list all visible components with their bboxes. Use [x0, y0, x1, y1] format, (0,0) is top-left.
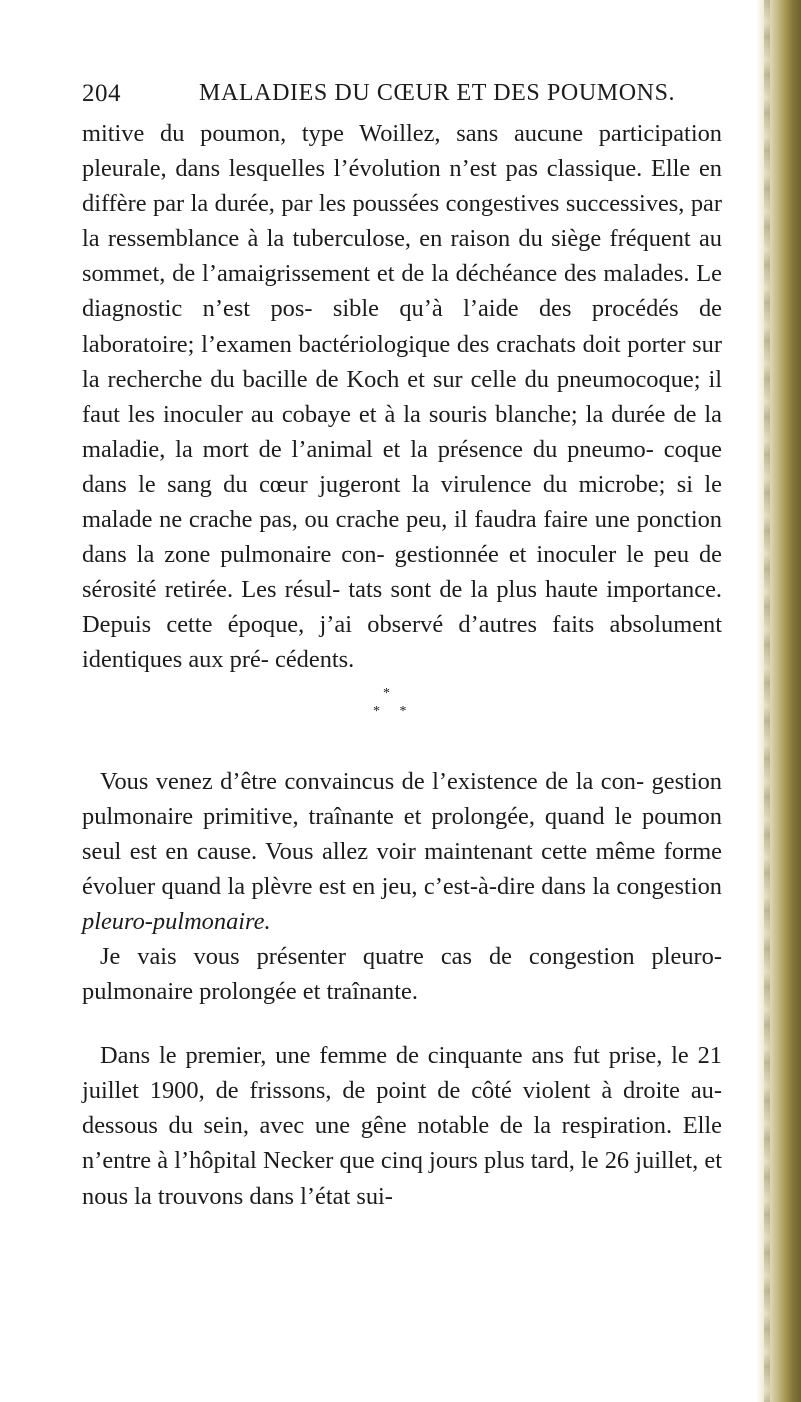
page-edge-shadow: [756, 0, 801, 1402]
section-separator: [82, 678, 722, 764]
paragraph-congestion: [82, 764, 722, 939]
separator-star-top: *: [383, 685, 390, 701]
page-number: 204: [82, 80, 121, 107]
italic-term: pleuro-pulmonaire.: [82, 907, 271, 935]
running-title: MALADIES DU CŒUR ET DES POUMONS.: [199, 80, 676, 106]
page-header: [82, 80, 722, 116]
separator-stars-bottom: * *: [373, 703, 415, 719]
paragraph-continuation: mitive du poumon, type Woillez, sans aucune participation pleurale, dans lesquelles l’évolution n’est pas classique. Elle en diffère par la durée, par les poussées congestives successives, par la ressemblance à la tuberculose, en raison du siège fréquent au sommet, de l’amaigrissement et de la déchéance des malades. Le diagnostic n’est pos- sible qu’à l’aide des procédés de laboratoire; l’examen bactériologique des crachats doit porter sur la recherche du bacille de Koch et sur celle du pneumocoque; il faut les inoculer au cobaye et à la souris blanche; la durée de la maladie, la mort de l’animal et la présence du pneumo- coque dans le sang du cœur jugeront la virulence du microbe; si le malade ne crache pas, ou crache peu, il faudra faire une ponction dans la zone pulmonaire con- gestionnée et inoculer le peu de sérosité retirée. Les résul- tats sont de la plus haute importance. Depuis cette époque, j’ai observé d’autres faits absolument identiques aux pré- cédents.: [82, 120, 722, 674]
paragraph-congestion-text: Vous venez d’être convaincus de l’existence de la con- gestion pulmonaire primitive, traînante et prolongée, quand le poumon seul est en cause. Vous allez voir maintenant cette même forme évoluer quand la plèvre est en jeu, c’est-à-dire dans la congestion: [82, 767, 722, 900]
paragraph-first-case: Dans le premier, une femme de cinquante ans fut prise, le 21 juillet 1900, de frissons, de point de côté violent à droite au-dessous du sein, avec une gêne notable de la respiration. Elle n’entre à l’hôpital Necker que cinq jours plus tard, le 26 juillet, et nous la trouvons dans l’état sui-: [82, 1042, 722, 1210]
paragraph-gap: [82, 1009, 722, 1038]
paragraph-cases-intro: Je vais vous présenter quatre cas de congestion pleuro- pulmonaire prolongée et traînante.: [82, 942, 722, 1006]
body-text: [82, 116, 722, 1214]
